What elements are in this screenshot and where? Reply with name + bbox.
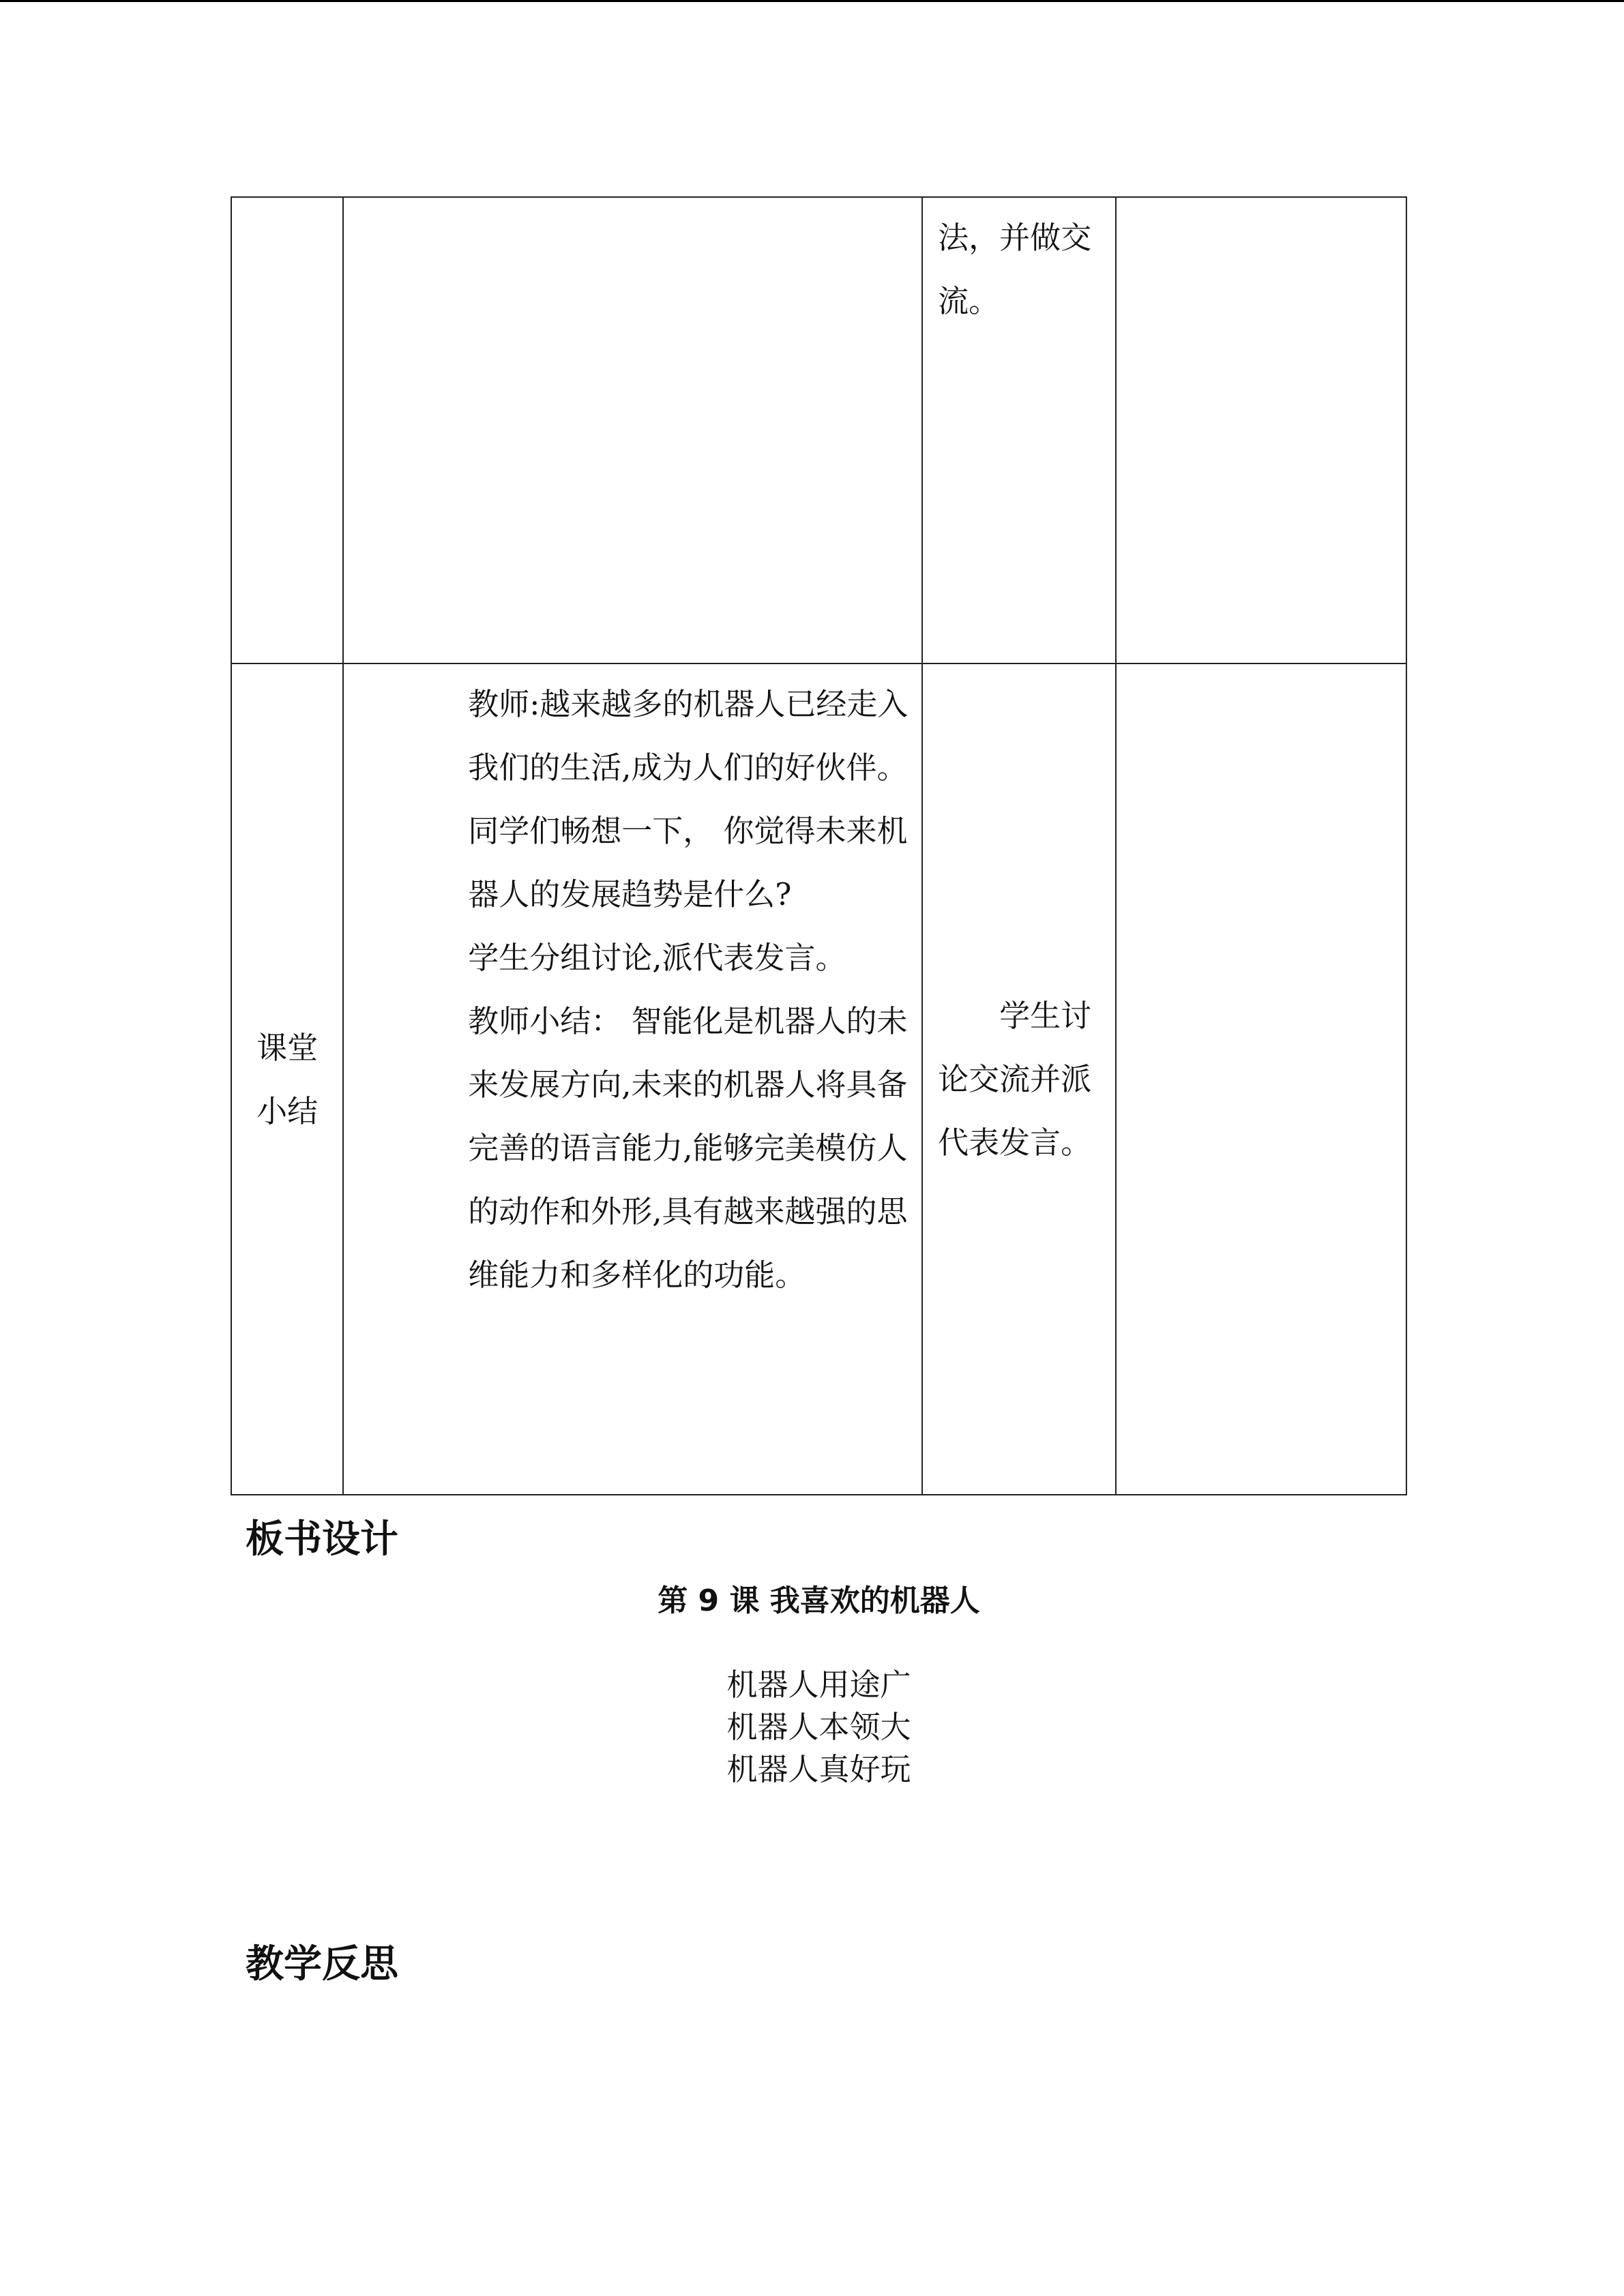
- stage-cell: [231, 664, 343, 1495]
- table-row: [231, 664, 1406, 1495]
- board-design-heading: 板书设计: [246, 1517, 398, 1562]
- teacher-activity-cell: [343, 664, 922, 1495]
- board-lines: [231, 1664, 1407, 1791]
- board-title: 第 9 课 我喜欢的机器人: [658, 1583, 980, 1618]
- teacher-activity-text: [344, 664, 921, 1307]
- teacher-activity-cell: [343, 197, 922, 664]
- board-line: 机器人本领大: [726, 1709, 911, 1745]
- teacher-paragraph: 教师小结： 智能化是机器人的未来发展方向,未来的机器人将具备完善的语言能力,能够完美模仿人的动作和外形,具有越来越强的思维能力和多样化的功能。: [468, 1003, 908, 1293]
- student-activity-cell: [922, 197, 1115, 664]
- teacher-paragraph: 教师:越来越多的机器人已经走入我们的生活,成为人们的好伙伴。同学们畅想一下， 你觉得未来机器人的发展趋势是什么?: [468, 686, 909, 912]
- notes-cell: [1116, 197, 1407, 664]
- table-row: [231, 197, 1406, 664]
- student-activity-text: 学生讨论交流并派代表发言。: [938, 998, 1092, 1161]
- lesson-plan-table: [231, 196, 1407, 1495]
- teaching-reflection-heading: 教学反思: [246, 1942, 398, 1986]
- stage-label: 课堂小结: [256, 1029, 319, 1129]
- stage-cell: [231, 197, 343, 664]
- notes-cell: [1116, 664, 1407, 1495]
- teacher-paragraph: 学生分组讨论,派代表发言。: [468, 940, 846, 976]
- student-activity-text: 法，并做交流。: [938, 220, 1092, 319]
- page-top-border: [0, 0, 1624, 2]
- board-line: 机器人用途广: [726, 1667, 911, 1703]
- board-line: 机器人真好玩: [726, 1751, 911, 1787]
- student-activity-cell: [922, 664, 1115, 1495]
